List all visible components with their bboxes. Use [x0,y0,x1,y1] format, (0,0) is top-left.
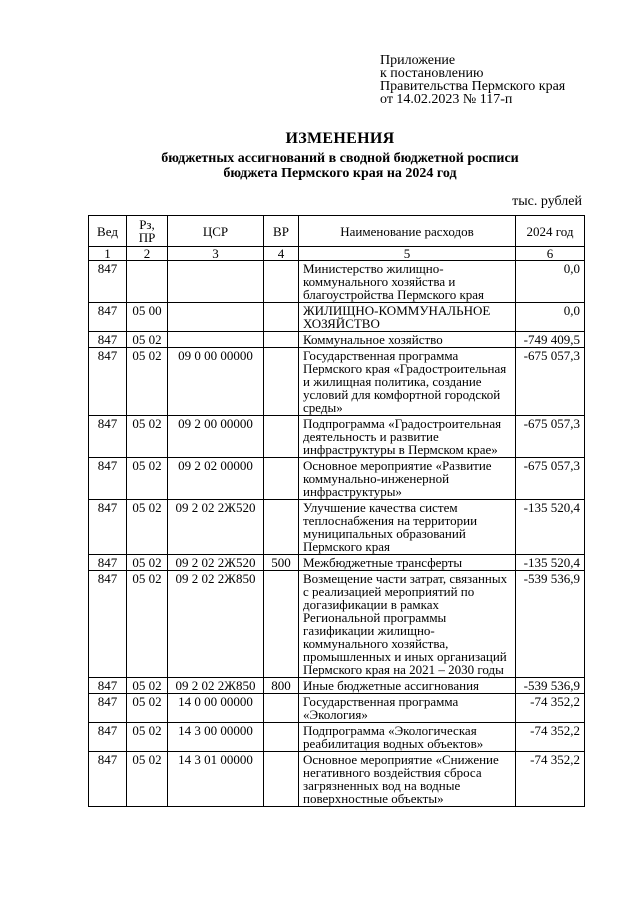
appendix-line: Приложение [380,53,456,68]
cell-ved: 847 [89,303,127,332]
cell-vr [264,694,299,723]
cell-ved: 847 [89,555,127,571]
cell-amount: -539 536,9 [516,678,585,694]
table-row [89,348,585,416]
cell-rz-pr: 05 02 [127,678,168,694]
header-name: Наименование расходов [299,216,516,247]
col-number: 2 [127,247,168,261]
table-row [89,723,585,752]
cell-name: Государственная программа Пермского края «Градостроительная и жилищная политика, создание условий для комфортной городской среды» [299,348,516,416]
table-row [89,416,585,458]
cell-amount: -74 352,2 [516,723,585,752]
header-vr: ВР [264,216,299,247]
cell-amount: -749 409,5 [516,332,585,348]
col-number: 6 [516,247,585,261]
cell-csr [168,332,264,348]
cell-vr [264,348,299,416]
units-label: тыс. рублей [512,194,582,209]
cell-name: Министерство жилищно-коммунального хозяйства и благоустройства Пермского края [299,261,516,303]
cell-name: Основное мероприятие «Снижение негативного воздействия сброса загрязненных вод на водные поверхностные объекты» [299,752,516,807]
cell-csr: 09 0 00 00000 [168,348,264,416]
cell-vr [264,303,299,332]
table-row [89,261,585,303]
cell-name: Возмещение части затрат, связанных с реализацией мероприятий по догазификации в рамках Региональной программы газификации жилищно-коммунального хозяйства, промышленных и иных организаций Пермского края на 2021 – 2030 годы [299,571,516,678]
cell-rz-pr: 05 02 [127,348,168,416]
table-row [89,555,585,571]
cell-amount: -74 352,2 [516,694,585,723]
cell-rz-pr: 05 02 [127,416,168,458]
cell-ved: 847 [89,571,127,678]
cell-rz-pr: 05 02 [127,555,168,571]
cell-amount: -675 057,3 [516,416,585,458]
header-ved: Вед [89,216,127,247]
cell-ved: 847 [89,261,127,303]
cell-rz-pr: 05 02 [127,723,168,752]
appendix-line: к постановлению [380,66,484,81]
cell-name: Государственная программа «Экология» [299,694,516,723]
cell-csr: 09 2 02 2Ж520 [168,555,264,571]
cell-ved: 847 [89,752,127,807]
col-number: 1 [89,247,127,261]
cell-csr: 14 3 00 00000 [168,723,264,752]
cell-vr [264,723,299,752]
cell-vr [264,571,299,678]
cell-vr: 800 [264,678,299,694]
cell-csr: 14 3 01 00000 [168,752,264,807]
cell-amount: 0,0 [516,261,585,303]
table-row [89,500,585,555]
cell-name: Межбюджетные трансферты [299,555,516,571]
cell-vr [264,458,299,500]
cell-csr: 09 2 02 2Ж850 [168,571,264,678]
cell-name: Улучшение качества систем теплоснабжения на территории муниципальных образований Пермского края [299,500,516,555]
cell-name: Подпрограмма «Экологическая реабилитация водных объектов» [299,723,516,752]
table-row [89,458,585,500]
cell-name: Подпрограмма «Градостроительная деятельность и развитие инфраструктуры в Пермском крае» [299,416,516,458]
cell-rz-pr [127,261,168,303]
cell-rz-pr: 05 02 [127,571,168,678]
cell-rz-pr: 05 02 [127,752,168,807]
cell-csr: 14 0 00 00000 [168,694,264,723]
cell-amount: -539 536,9 [516,571,585,678]
cell-csr [168,261,264,303]
header-year: 2024 год [516,216,585,247]
document-subtitle [0,151,640,181]
cell-ved: 847 [89,678,127,694]
cell-amount: 0,0 [516,303,585,332]
cell-vr [264,500,299,555]
budget-table [88,215,585,807]
cell-csr: 09 2 02 00000 [168,458,264,500]
col-number: 5 [299,247,516,261]
table-row [89,571,585,678]
subtitle-line: бюджетных ассигнований в сводной бюджетной росписи [161,151,519,166]
cell-vr [264,752,299,807]
subtitle-line: бюджета Пермского края на 2024 год [223,166,457,181]
col-number: 3 [168,247,264,261]
appendix-line: Правительства Пермского края [380,79,566,94]
table-header-row [89,216,585,247]
cell-rz-pr: 05 00 [127,303,168,332]
cell-amount: -675 057,3 [516,348,585,416]
cell-ved: 847 [89,416,127,458]
cell-ved: 847 [89,500,127,555]
column-number-row [89,247,585,261]
appendix-block [380,54,565,106]
table-row [89,303,585,332]
table-body [89,261,585,807]
table-row [89,694,585,723]
cell-vr: 500 [264,555,299,571]
cell-vr [264,332,299,348]
cell-rz-pr: 05 02 [127,694,168,723]
col-number: 4 [264,247,299,261]
table-row [89,678,585,694]
cell-rz-pr: 05 02 [127,500,168,555]
table-row [89,752,585,807]
cell-vr [264,261,299,303]
appendix-line: от 14.02.2023 № 117-п [380,92,513,107]
cell-name: ЖИЛИЩНО-КОММУНАЛЬНОЕ ХОЗЯЙСТВО [299,303,516,332]
document-title: ИЗМЕНЕНИЯ [285,130,395,147]
cell-ved: 847 [89,332,127,348]
header-rz-pr-text: Рз, ПР [138,217,156,245]
header-rz-pr [127,216,168,247]
cell-name: Иные бюджетные ассигнования [299,678,516,694]
cell-amount: -135 520,4 [516,500,585,555]
cell-csr: 09 2 00 00000 [168,416,264,458]
cell-name: Коммунальное хозяйство [299,332,516,348]
cell-ved: 847 [89,458,127,500]
cell-ved: 847 [89,694,127,723]
cell-csr [168,303,264,332]
cell-rz-pr: 05 02 [127,332,168,348]
cell-rz-pr: 05 02 [127,458,168,500]
cell-amount: -74 352,2 [516,752,585,807]
cell-amount: -675 057,3 [516,458,585,500]
cell-name: Основное мероприятие «Развитие коммунально-инженерной инфраструктуры» [299,458,516,500]
cell-amount: -135 520,4 [516,555,585,571]
cell-csr: 09 2 02 2Ж520 [168,500,264,555]
cell-ved: 847 [89,723,127,752]
cell-csr: 09 2 02 2Ж850 [168,678,264,694]
cell-ved: 847 [89,348,127,416]
header-csr: ЦСР [168,216,264,247]
cell-vr [264,416,299,458]
table-row [89,332,585,348]
